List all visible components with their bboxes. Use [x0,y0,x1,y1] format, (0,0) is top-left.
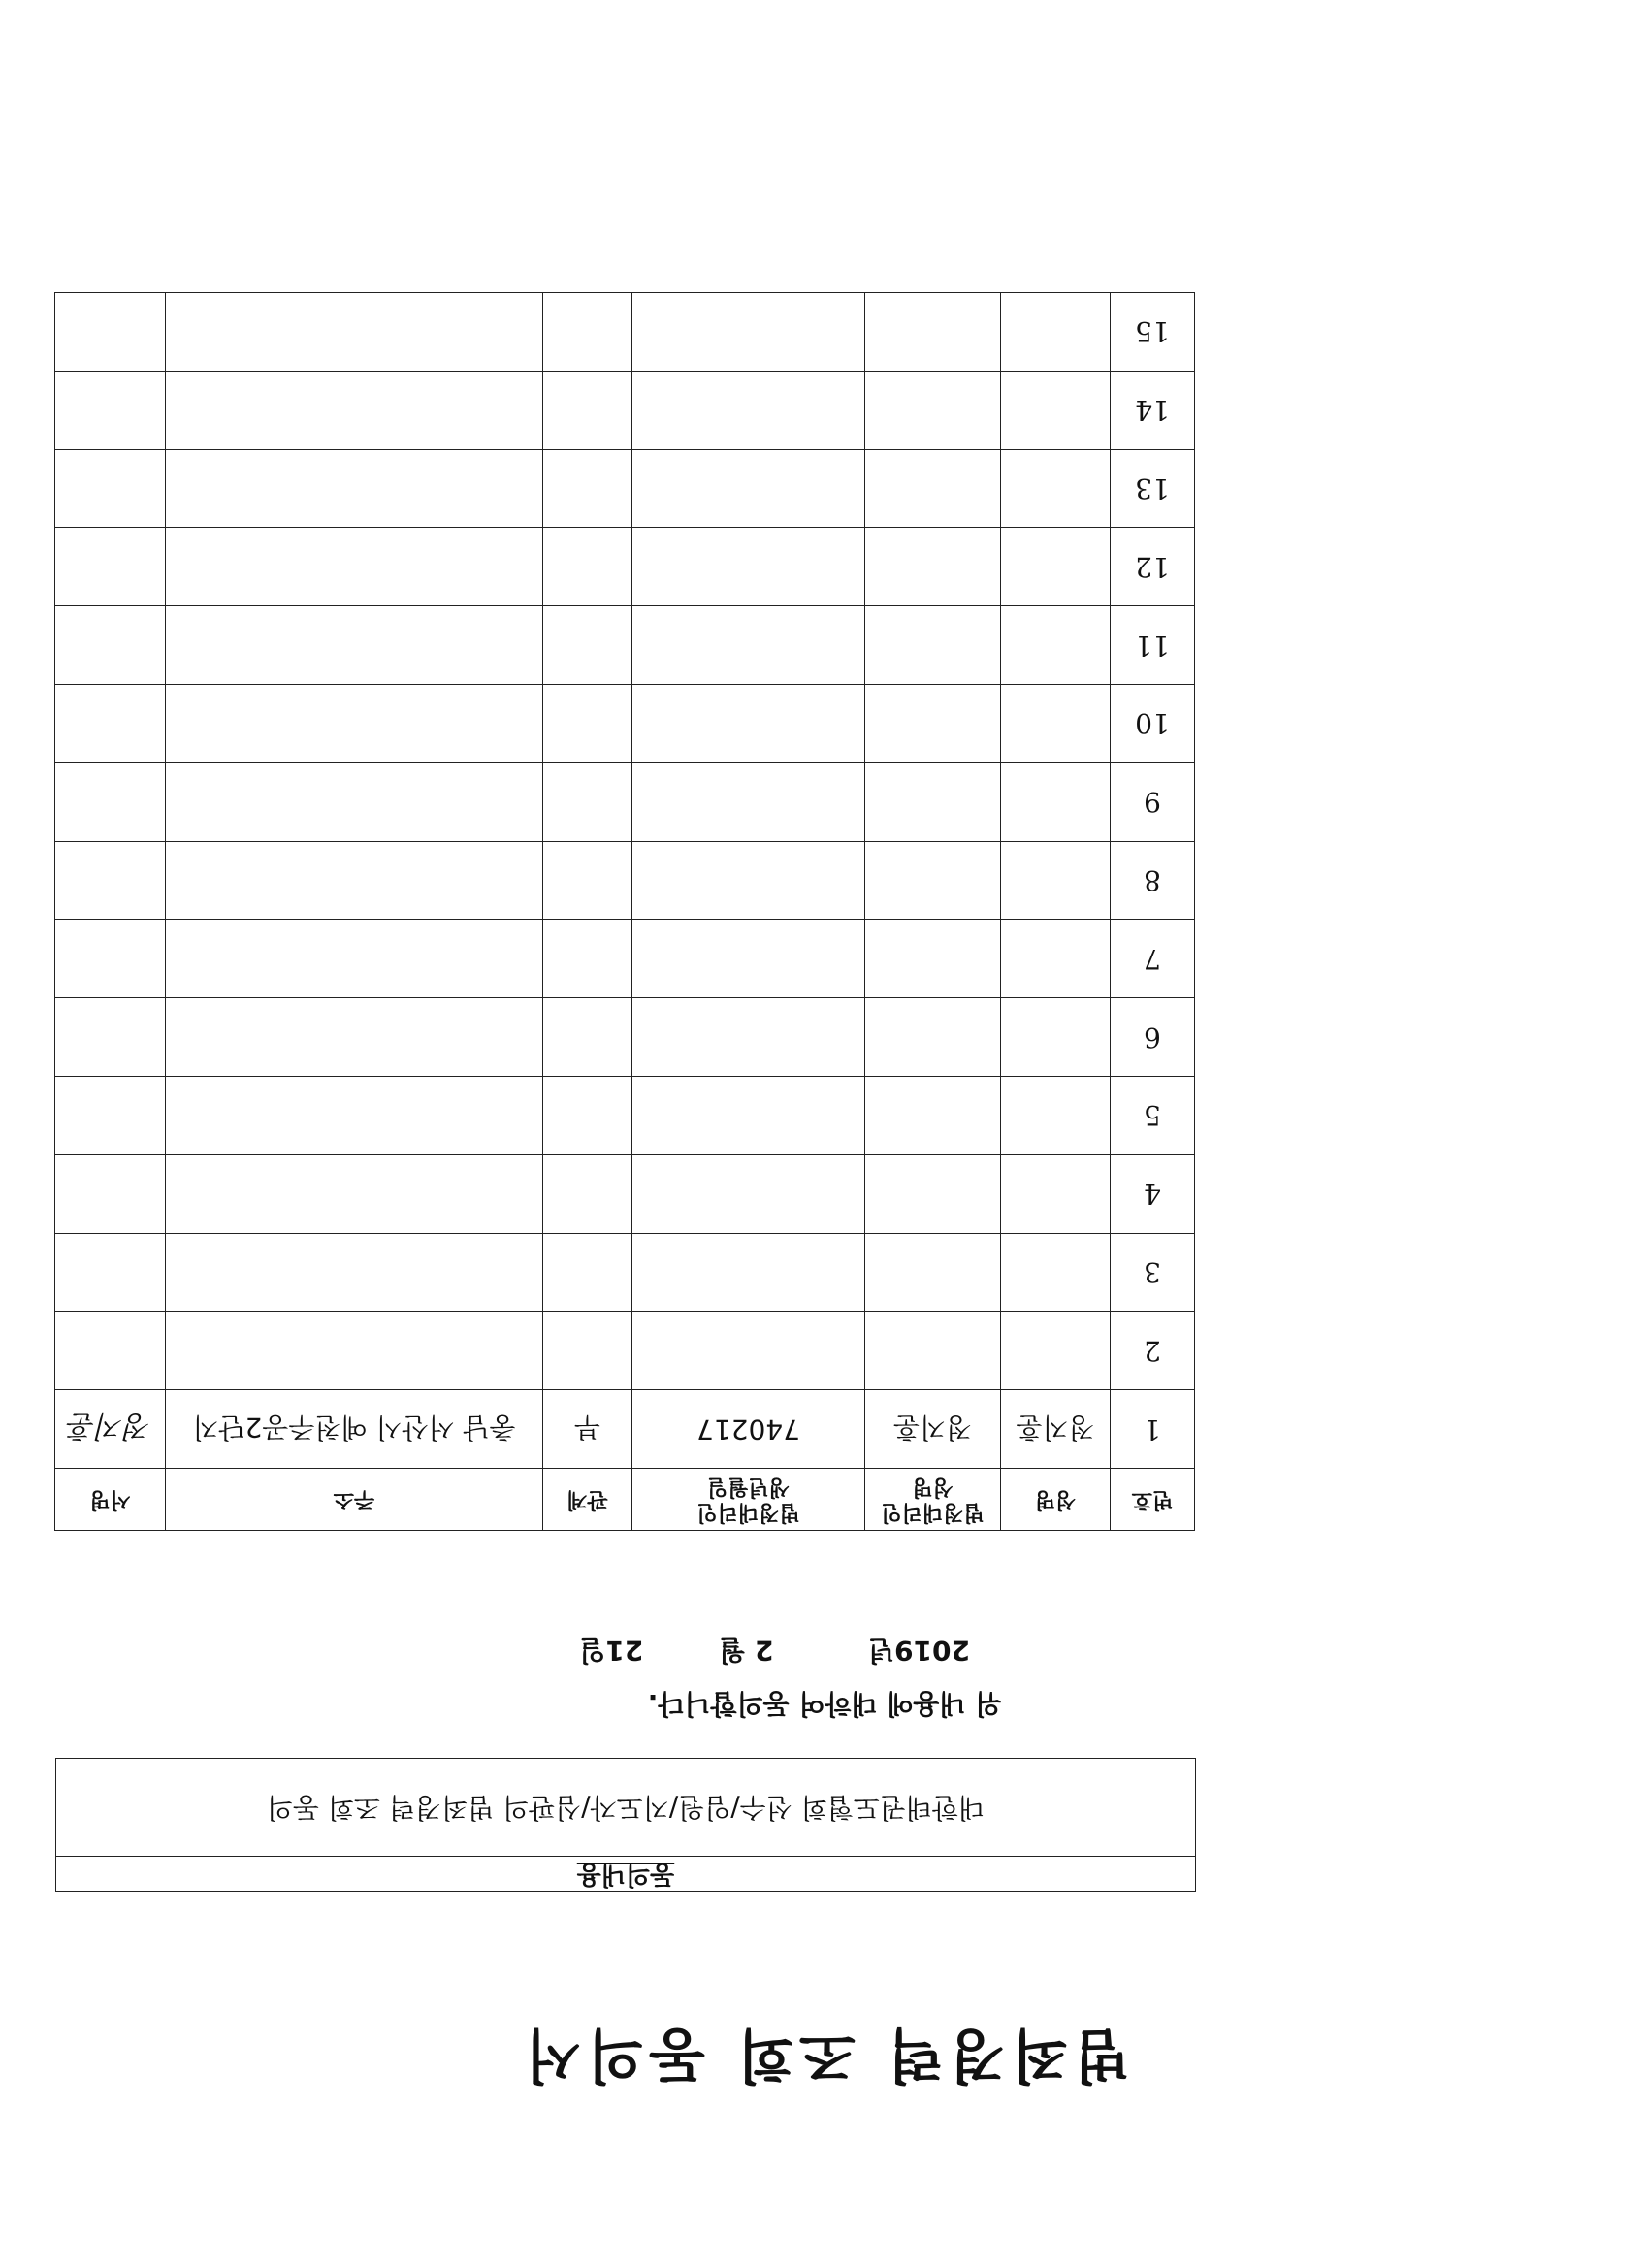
table-body [55,293,1195,1469]
row-guardian-birthdate [632,449,865,528]
row-guardian-birthdate: 740217 [632,1390,865,1469]
table-row [55,293,1195,372]
table-row [55,998,1195,1077]
row-name [1001,762,1111,841]
row-address [166,1154,543,1233]
row-name [1001,1312,1111,1390]
row-relation [543,1312,632,1390]
row-number: 1 [1111,1390,1195,1469]
table-row [55,1390,1195,1469]
column-header: 번호 [1111,1469,1195,1531]
row-address [166,841,543,920]
row-guardian-name [865,1312,1001,1390]
row-name [1001,1233,1111,1312]
agree-statement: 위 내용에 대하여 동의합니다. [647,1688,1002,1720]
row-guardian-name [865,998,1001,1077]
row-guardian-birthdate [632,998,865,1077]
table-row [55,606,1195,685]
row-guardian-birthdate [632,1077,865,1155]
row-signature: 정지훈 [55,1390,166,1469]
row-number: 8 [1111,841,1195,920]
row-guardian-birthdate [632,606,865,685]
column-header: 성명 [1001,1469,1111,1531]
row-name [1001,685,1111,763]
row-guardian-name [865,606,1001,685]
row-relation: 부 [543,1390,632,1469]
row-number: 4 [1111,1154,1195,1233]
row-guardian-birthdate [632,762,865,841]
row-name [1001,1154,1111,1233]
column-header: 법정대리인 생년월일 [632,1469,865,1531]
row-guardian-name [865,841,1001,920]
row-number: 11 [1111,606,1195,685]
row-address: 충남 서산시 예천주공2단지 [166,1390,543,1469]
row-name [1001,920,1111,998]
row-number: 12 [1111,528,1195,606]
row-guardian-name [865,1233,1001,1312]
row-relation [543,371,632,449]
row-guardian-birthdate [632,528,865,606]
row-address [166,1233,543,1312]
row-guardian-name [865,528,1001,606]
table-row [55,449,1195,528]
table-row [55,920,1195,998]
row-relation [543,528,632,606]
row-signature [55,1233,166,1312]
row-guardian-name: 정지훈 [865,1390,1001,1469]
column-header: 법정대리인 성명 [865,1469,1001,1531]
row-signature [55,762,166,841]
row-guardian-name [865,449,1001,528]
row-address [166,449,543,528]
row-signature [55,920,166,998]
row-guardian-name [865,1077,1001,1155]
table-row [55,685,1195,763]
row-guardian-birthdate [632,1233,865,1312]
date-month: 2 월 [719,1635,774,1667]
row-number: 15 [1111,293,1195,372]
row-name [1001,449,1111,528]
row-relation [543,841,632,920]
date-year: 2019년 [868,1635,970,1667]
row-signature [55,998,166,1077]
table-row [55,1233,1195,1312]
row-guardian-name [865,685,1001,763]
row-address [166,762,543,841]
row-relation [543,920,632,998]
document-title: 범죄경력 조회 동의서 [519,2021,1130,2089]
row-address [166,1312,543,1390]
row-relation [543,998,632,1077]
row-relation [543,685,632,763]
column-header: 주소 [166,1469,543,1531]
consent-box [55,1758,1196,1892]
row-number: 5 [1111,1077,1195,1155]
row-address [166,998,543,1077]
table-row [55,1154,1195,1233]
row-address [166,920,543,998]
table-row [55,1077,1195,1155]
row-guardian-name [865,371,1001,449]
column-header: 서명 [55,1469,166,1531]
row-address [166,1077,543,1155]
row-name: 정지훈 [1001,1390,1111,1469]
row-guardian-birthdate [632,685,865,763]
table-row [55,1312,1195,1390]
row-signature [55,1312,166,1390]
row-number: 7 [1111,920,1195,998]
consent-header-label: 동의내용 [576,1860,675,1889]
row-signature [55,293,166,372]
row-number: 14 [1111,371,1195,449]
row-signature [55,841,166,920]
row-guardian-birthdate [632,371,865,449]
row-number: 3 [1111,1233,1195,1312]
table-row [55,528,1195,606]
date-day: 21일 [579,1635,644,1667]
row-guardian-name [865,1154,1001,1233]
row-guardian-birthdate [632,293,865,372]
row-relation [543,1077,632,1155]
row-signature [55,371,166,449]
row-name [1001,293,1111,372]
row-address [166,371,543,449]
row-signature [55,528,166,606]
row-signature [55,1154,166,1233]
row-name [1001,841,1111,920]
row-address [166,685,543,763]
row-name [1001,1077,1111,1155]
row-number: 2 [1111,1312,1195,1390]
row-relation [543,1154,632,1233]
table-row [55,841,1195,920]
table-row [55,762,1195,841]
roster-table [54,292,1195,1531]
consent-body: 대한태권도협회 선수/임원/지도자/심판의 범죄경력 조회 동의 [266,1792,986,1824]
row-number: 13 [1111,449,1195,528]
row-guardian-birthdate [632,841,865,920]
row-relation [543,449,632,528]
row-guardian-name [865,920,1001,998]
row-relation [543,762,632,841]
row-signature [55,606,166,685]
row-signature [55,1077,166,1155]
row-relation [543,1233,632,1312]
column-header: 관계 [543,1469,632,1531]
row-guardian-name [865,293,1001,372]
signing-date [579,1633,970,1671]
row-address [166,606,543,685]
row-name [1001,998,1111,1077]
row-signature [55,685,166,763]
row-number: 10 [1111,685,1195,763]
row-signature [55,449,166,528]
table-row [55,371,1195,449]
table-header-row [55,1469,1195,1531]
row-name [1001,606,1111,685]
row-address [166,293,543,372]
row-name [1001,528,1111,606]
row-relation [543,293,632,372]
row-number: 9 [1111,762,1195,841]
row-address [166,528,543,606]
row-name [1001,371,1111,449]
consent-header [56,1856,1195,1891]
row-number: 6 [1111,998,1195,1077]
row-guardian-birthdate [632,1312,865,1390]
row-guardian-name [865,762,1001,841]
row-guardian-birthdate [632,920,865,998]
row-relation [543,606,632,685]
row-guardian-birthdate [632,1154,865,1233]
